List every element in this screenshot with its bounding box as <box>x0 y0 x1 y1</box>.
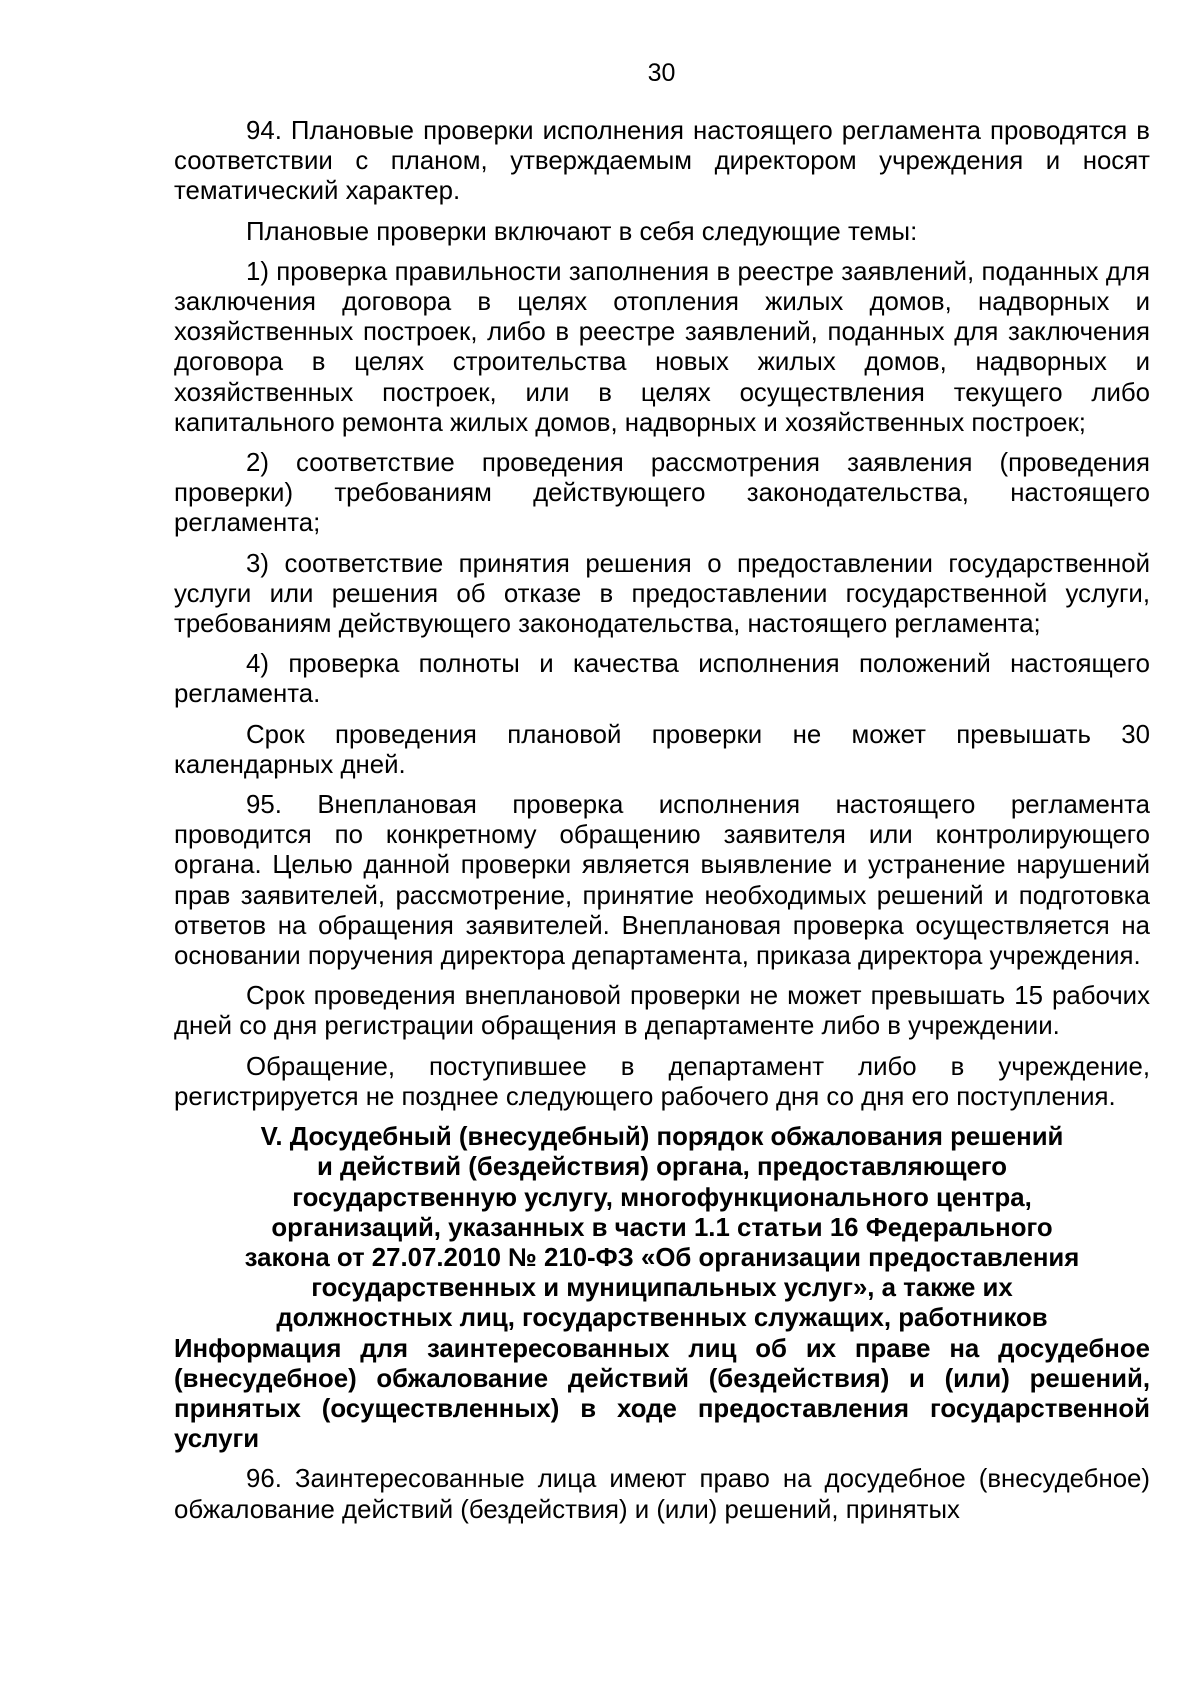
section-heading <box>174 1122 1150 1333</box>
paragraph-scheduled-term: Срок проведения плановой проверки не может превышать 30 календарных дней. <box>174 720 1150 779</box>
section-heading-line: V. Досудебный (внесудебный) порядок обжалования решений <box>260 1123 1064 1152</box>
subsection-heading: Информация для заинтересованных лиц об их праве на досудебное (внесудебное) обжалование действий (бездействия) и (или) решений, принятых (осуществленных) в ходе предоставления государственной услуги <box>174 1334 1150 1454</box>
paragraph-94: 94. Плановые проверки исполнения настоящего регламента проводятся в соответствии с планом, утверждаемым директором учреждения и носят тематический характер. <box>174 117 1150 206</box>
section-heading-line: закона от 27.07.2010 № 210-ФЗ «Об организации предоставления <box>244 1243 1080 1272</box>
list-item-4: 4) проверка полноты и качества исполнения положений настоящего регламента. <box>174 650 1150 709</box>
paragraph-unscheduled-term: Срок проведения внеплановой проверки не может превышать 15 рабочих дней со дня регистрации обращения в департаменте либо в учреждении. <box>174 982 1150 1041</box>
list-item-1: 1) проверка правильности заполнения в реестре заявлений, поданных для заключения договора в целях отопления жилых домов, надворных и хозяйственных построек, либо в реестре заявлений, поданных для заключения договора в целях строительства новых жилых домов, надворных и хозяйственных построек, или в целях осуществления текущего либо капитального ремонта жилых домов, надворных и хозяйственных построек; <box>174 257 1150 437</box>
section-heading-line: должностных лиц, государственных служащих, работников <box>276 1304 1048 1333</box>
section-heading-line: организаций, указанных в части 1.1 статьи 16 Федерального <box>271 1213 1053 1242</box>
list-item-3: 3) соответствие принятия решения о предоставлении государственной услуги или решения об отказе в предоставлении государственной услуги, требованиям действующего законодательства, настоящего регламента; <box>174 549 1150 639</box>
section-heading-line: государственных и муниципальных услуг», а также их <box>311 1274 1013 1303</box>
document-body <box>174 116 1150 1535</box>
page-number: 30 <box>647 59 676 87</box>
list-item-2: 2) соответствие проведения рассмотрения заявления (проведения проверки) требованиям действующего законодательства, настоящего регламента; <box>174 449 1150 538</box>
paragraph-scheduled-topics-intro: Плановые проверки включают в себя следующие темы: <box>246 217 918 246</box>
section-heading-line: государственную услугу, многофункционального центра, <box>292 1183 1032 1212</box>
section-heading-line: и действий (бездействия) органа, предоставляющего <box>316 1153 1008 1182</box>
paragraph-95: 95. Внеплановая проверка исполнения настоящего регламента проводится по конкретному обращению заявителя или контролирующего органа. Целью данной проверки является выявление и устранение нарушений прав заявителей, рассмотрение, принятие необходимых решений и подготовка ответов на обращения заявителей. Внеплановая проверка осуществляется на основании поручения директора департамента, приказа директора учреждения. <box>174 791 1150 971</box>
paragraph-96: 96. Заинтересованные лица имеют право на досудебное (внесудебное) обжалование действий (бездействия) и (или) решений, принятых <box>174 1465 1150 1524</box>
paragraph-registration: Обращение, поступившее в департамент либо в учреждение, регистрируется не позднее следующего рабочего дня со дня его поступления. <box>174 1052 1150 1111</box>
